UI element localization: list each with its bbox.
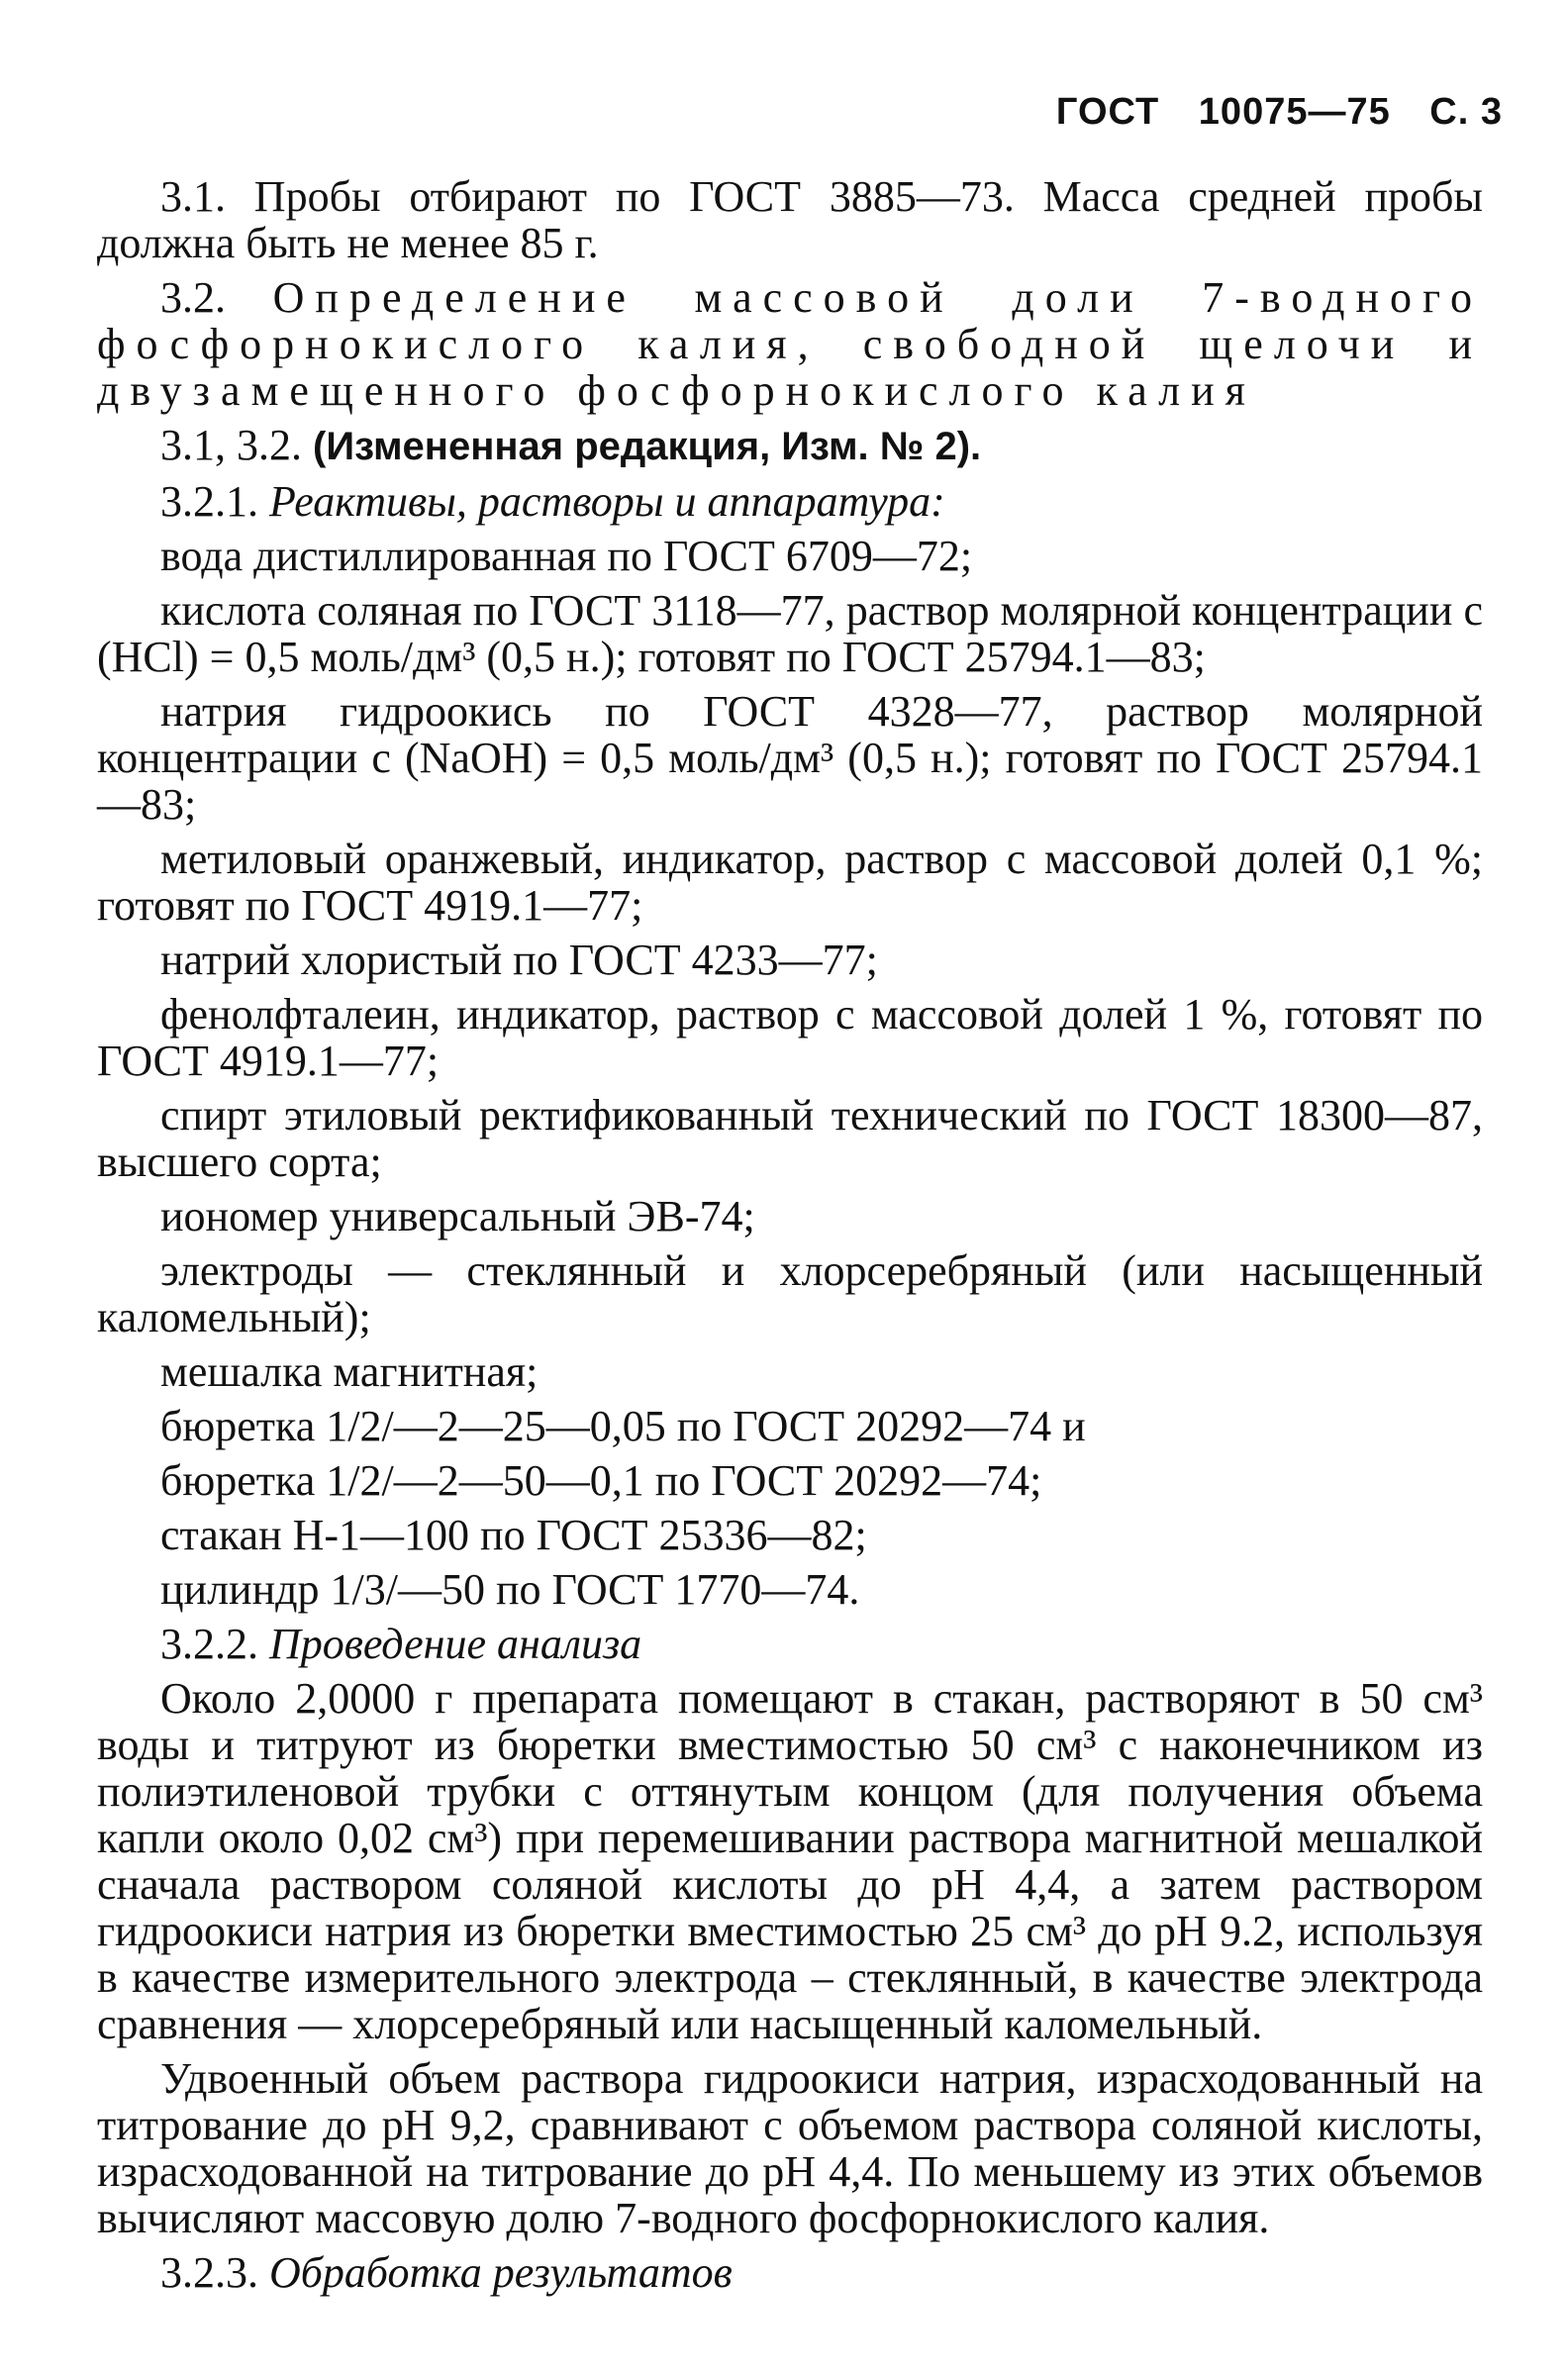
heading-3-2-3-number: 3.2.3. bbox=[160, 2248, 258, 2297]
header-standard-label: ГОСТ bbox=[1055, 91, 1160, 133]
amendment-note-number: 3.1, 3.2. bbox=[160, 421, 302, 469]
reagent-item: стакан Н-1—100 по ГОСТ 25336—82; bbox=[160, 1511, 867, 1559]
amendment-note bbox=[97, 422, 1483, 470]
document-body bbox=[97, 173, 1483, 2304]
reagent-item: цилиндр 1/3/—50 по ГОСТ 1770—74. bbox=[160, 1565, 860, 1614]
reagent-item: натрий хлористый по ГОСТ 4233—77; bbox=[160, 936, 878, 984]
reagent-item: вода дистиллированная по ГОСТ 6709—72; bbox=[160, 532, 973, 580]
reagent-item: кислота соляная по ГОСТ 3118—77, раствор молярной концентрации c (HCl) = 0,5 моль/дм³ (0,5 н.); готовят по ГОСТ 25794.1—83; bbox=[97, 586, 1483, 681]
reagent-item: фенолфталеин, индикатор, раствор с массовой долей 1 %, готовят по ГОСТ 4919.1—77; bbox=[97, 990, 1483, 1085]
heading-3-2-1-title: Реактивы, растворы и аппаратура: bbox=[269, 477, 945, 526]
reagent-item: спирт этиловый ректификованный технический по ГОСТ 18300—87, высшего сорта; bbox=[97, 1091, 1483, 1186]
heading-3-2-3-title: Обработка результатов bbox=[269, 2248, 733, 2297]
reagent-item: бюретка 1/2/—2—25—0,05 по ГОСТ 20292—74 и bbox=[160, 1402, 1086, 1450]
amendment-note-text: (Измененная редакция, Изм. № 2). bbox=[313, 425, 982, 468]
header-page-number: С. 3 bbox=[1429, 91, 1503, 133]
heading-3-2-2-title: Проведение анализа bbox=[269, 1620, 642, 1668]
reagent-item: мешалка магнитная; bbox=[160, 1347, 539, 1396]
reagent-item: натрия гидроокись по ГОСТ 4328—77, раствор молярной концентрации c (NaOH) = 0,5 моль/дм³ (0,5 н.); готовят по ГОСТ 25794.1—83; bbox=[97, 687, 1483, 829]
heading-3-2-3 bbox=[97, 2249, 1483, 2296]
reagent-item: метиловый оранжевый, индикатор, раствор с массовой долей 0,1 %; готовят по ГОСТ 4919.1—77; bbox=[97, 835, 1483, 930]
paragraph-3-1: 3.1. Пробы отбирают по ГОСТ 3885—73. Масса средней пробы должна быть не менее 85 г. bbox=[97, 172, 1483, 267]
heading-3-2-1-number: 3.2.1. bbox=[160, 477, 258, 526]
heading-3-2-2-number: 3.2.2. bbox=[160, 1620, 258, 1668]
header-standard-number: 10075—75 bbox=[1198, 91, 1391, 133]
analysis-paragraph-2: Удвоенный объем раствора гидроокиси натрия, израсходованный на титрование до pH 9,2, сравнивают с объемом раствора соляной кислоты, израсходованной на титрование до pH 4,4. По меньшему из этих объемов вычисляют массовую долю 7-водного фосфорнокислого калия. bbox=[97, 2054, 1483, 2242]
analysis-paragraph-1: Около 2,0000 г препарата помещают в стакан, растворяют в 50 см³ воды и титруют из бюретки вместимостью 50 см³ с наконечником из полиэтиленовой трубки с оттянутым концом (для получения объема капли около 0,02 см³) при перемешивании раствора магнитной мешалкой сначала раствором соляной кислоты до pH 4,4, а затем раствором гидроокиси натрия из бюретки вместимостью 25 см³ до pH 9.2, используя в качестве измерительного электрода – стеклянный, в качестве электрода сравнения — хлорсеребряный или насыщенный каломельный. bbox=[97, 1674, 1483, 2048]
reagent-item: бюретка 1/2/—2—50—0,1 по ГОСТ 20292—74; bbox=[160, 1456, 1042, 1505]
page-header bbox=[1029, 91, 1503, 134]
reagent-item: иономер универсальный ЭВ-74; bbox=[160, 1192, 755, 1240]
heading-3-2-1 bbox=[97, 478, 1483, 525]
heading-3-2 bbox=[97, 274, 1483, 414]
heading-3-2-number: 3.2. bbox=[160, 273, 226, 322]
heading-3-2-2 bbox=[97, 1621, 1483, 1667]
heading-3-2-text: Определение массовой доли 7-водного фосфорнокислого калия, свободной щелочи и двузамещенного фосфорнокислого калия bbox=[97, 273, 1483, 415]
reagent-item: электроды — стеклянный и хлорсеребряный (или насыщенный каломельный); bbox=[97, 1246, 1483, 1341]
